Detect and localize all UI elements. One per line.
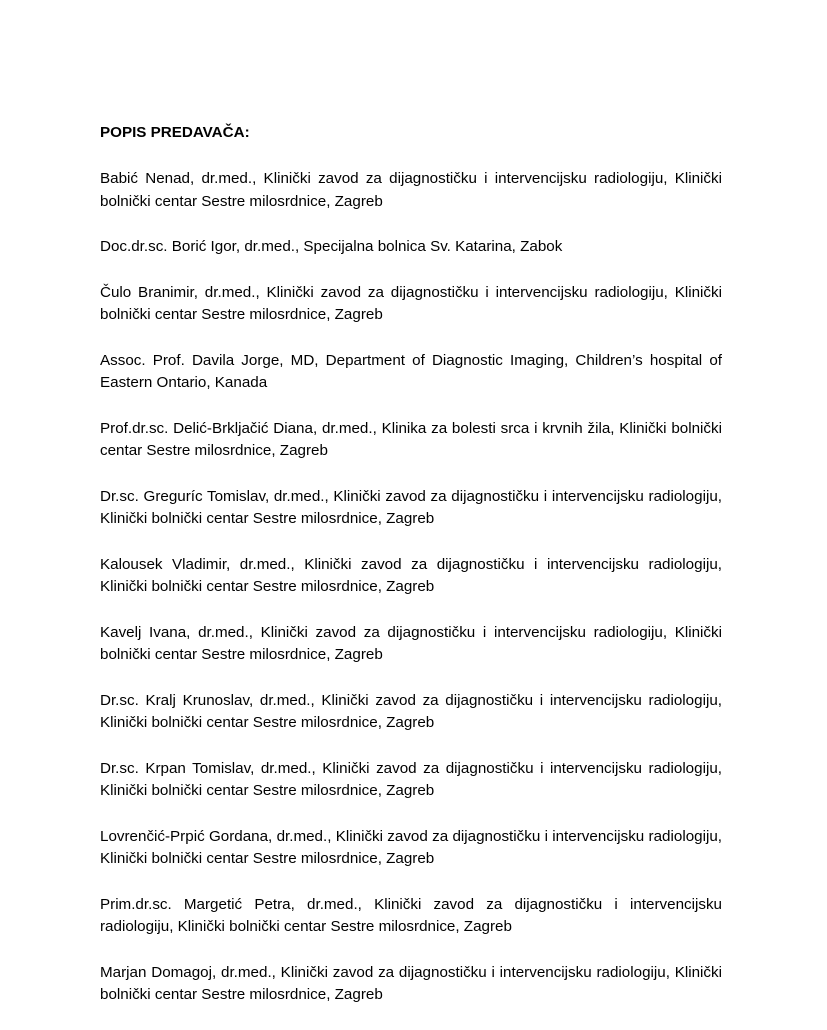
lecturer-entry: Čulo Branimir, dr.med., Klinički zavod za dijagnostičku i intervencijsku radiologiju, Klinički bolnički centar Sestre milosrdnice, Zagreb xyxy=(100,283,722,323)
lecturer-entry: Dr.sc. Greguríc Tomislav, dr.med., Klinički zavod za dijagnostičku i intervencijsku radiologiju, Klinički bolnički centar Sestre milosrdnice, Zagreb xyxy=(100,487,722,527)
lecturer-entry: Kavelj Ivana, dr.med., Klinički zavod za dijagnostičku i intervencijsku radiologiju, Klinički bolnički centar Sestre milosrdnice, Zagreb xyxy=(100,623,722,663)
page-title: POPIS PREDAVAČA: xyxy=(100,124,250,141)
lecturer-entry: Doc.dr.sc. Borić Igor, dr.med., Specijalna bolnica Sv. Katarina, Zabok xyxy=(100,238,563,255)
lecturer-list xyxy=(100,168,722,1007)
lecturer-entry: Prof.dr.sc. Delić-Brkljačić Diana, dr.med., Klinika za bolesti srca i krvnih žila, Klinički bolnički centar Sestre milosrdnice, Zagreb xyxy=(100,419,722,459)
lecturer-entry: Dr.sc. Kralj Krunoslav, dr.med., Klinički zavod za dijagnostičku i intervencijsku radiologiju, Klinički bolnički centar Sestre milosrdnice, Zagreb xyxy=(100,691,722,731)
lecturer-entry: Kalousek Vladimir, dr.med., Klinički zavod za dijagnostičku i intervencijsku radiologiju, Klinički bolnički centar Sestre milosrdnice, Zagreb xyxy=(100,555,722,595)
lecturer-entry: Assoc. Prof. Davila Jorge, MD, Department of Diagnostic Imaging, Children’s hospital of Eastern Ontario, Kanada xyxy=(100,351,722,391)
lecturer-entry: Prim.dr.sc. Margetić Petra, dr.med., Klinički zavod za dijagnostičku i intervencijsku radiologiju, Klinički bolnički centar Sestre milosrdnice, Zagreb xyxy=(100,895,722,935)
lecturer-entry: Lovrenčić-Prpić Gordana, dr.med., Klinički zavod za dijagnostičku i intervencijsku radiologiju, Klinički bolnički centar Sestre milosrdnice, Zagreb xyxy=(100,827,722,867)
lecturer-entry: Dr.sc. Krpan Tomislav, dr.med., Klinički zavod za dijagnostičku i intervencijsku radiologiju, Klinički bolnički centar Sestre milosrdnice, Zagreb xyxy=(100,759,722,799)
lecturer-entry: Marjan Domagoj, dr.med., Klinički zavod za dijagnostičku i intervencijsku radiologiju, Klinički bolnički centar Sestre milosrdnice, Zagreb xyxy=(100,963,722,1003)
document-content xyxy=(100,122,722,1030)
lecturer-entry: Babić Nenad, dr.med., Klinički zavod za dijagnostičku i intervencijsku radiologiju, Klinički bolnički centar Sestre milosrdnice, Zagreb xyxy=(100,170,722,210)
